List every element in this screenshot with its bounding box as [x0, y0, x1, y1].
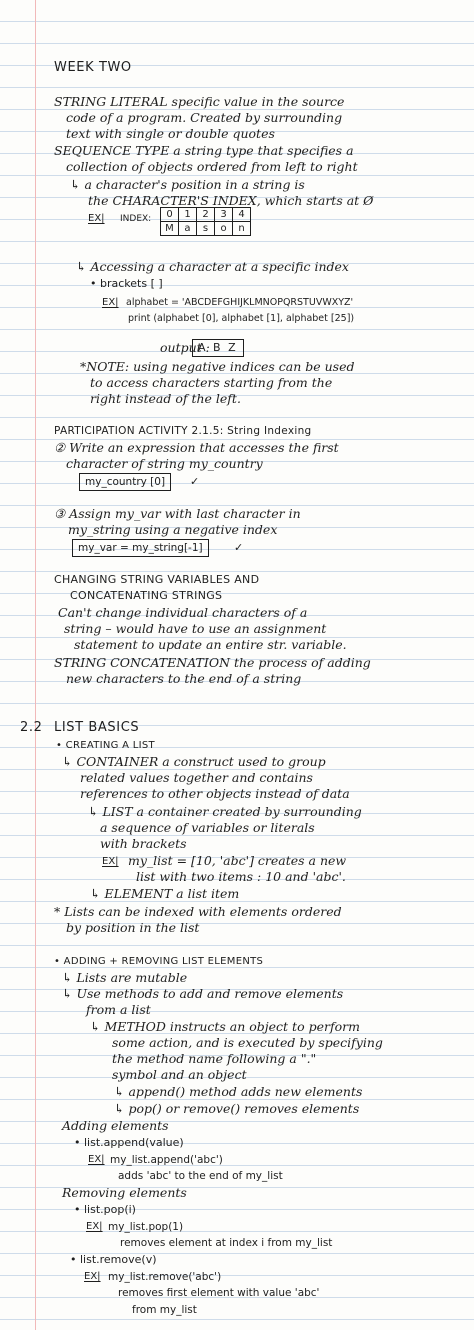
letter-row: [161, 222, 251, 236]
question-3-line-2: my_string using a negative index: [68, 522, 278, 537]
participation-title: PARTICIPATION ACTIVITY 2.1.5: String Indexing: [54, 425, 312, 437]
string-literal-line-3: text with single or double quotes: [66, 126, 275, 141]
answer-2-box: my_country [0]: [79, 473, 171, 491]
append-example-desc: adds 'abc' to the end of my_list: [118, 1170, 283, 1182]
indexed-line-1: * Lists can be indexed with elements ordered: [54, 904, 342, 919]
changing-body-line-2: string – would have to use an assignment: [64, 621, 327, 636]
append-line: ↳ append() method adds new elements: [114, 1084, 363, 1099]
output-label: output :: [160, 340, 210, 355]
pop-example-code: my_list.pop(1): [108, 1221, 184, 1233]
sequence-type-line-2: collection of objects ordered from left to right: [66, 159, 358, 174]
container-line-3: references to other objects instead of data: [80, 786, 350, 801]
sequence-type-line-1: SEQUENCE TYPE a string type that specifies a: [54, 143, 354, 158]
list-append-bullet: • list.append(value): [74, 1136, 184, 1149]
letter-cell: s: [197, 222, 215, 236]
letter-cell: M: [161, 222, 179, 236]
remove-example-code: my_list.remove('abc'): [108, 1271, 222, 1283]
list-def-line-1: ↳ LIST a container created by surrounding: [88, 804, 362, 819]
adding-elements-title: Adding elements: [62, 1118, 169, 1133]
method-def-line-2: some action, and is executed by specifying: [112, 1035, 383, 1050]
element-line: ↳ ELEMENT a list item: [90, 886, 240, 901]
letter-cell: a: [179, 222, 197, 236]
string-literal-line-2: code of a program. Created by surrounding: [66, 110, 343, 125]
note-line-1: *NOTE: using negative indices can be used: [80, 359, 355, 374]
list-example-line-2: list with two items : 10 and 'abc'.: [136, 869, 346, 884]
container-line-1: ↳ CONTAINER a construct used to group: [62, 754, 326, 769]
char-position-line-1: ↳ a character's position in a string is: [70, 177, 305, 192]
indexed-line-2: by position in the list: [66, 920, 200, 935]
list-pop-bullet: • list.pop(i): [74, 1203, 136, 1216]
append-example-code: my_list.append('abc'): [110, 1154, 223, 1166]
index-cell: 2: [197, 208, 215, 222]
note-line-2: to access characters starting from the: [90, 375, 333, 390]
methods-line-2: from a list: [86, 1002, 151, 1017]
question-3-line-1: ③ Assign my_var with last character in: [54, 506, 301, 521]
question-2-line-2: character of string my_country: [66, 456, 263, 471]
index-cell: 3: [215, 208, 233, 222]
index-cell: 1: [179, 208, 197, 222]
index-label: INDEX:: [120, 214, 152, 224]
concat-line-1: STRING CONCATENATION the process of adding: [54, 655, 371, 670]
pop-example-desc: removes element at index i from my_list: [120, 1237, 333, 1249]
remove-example-desc-line-2: from my_list: [132, 1304, 197, 1316]
list-example-line-1: my_list = [10, 'abc'] creates a new: [128, 853, 347, 868]
week-title: WEEK TWO: [54, 60, 132, 75]
remove-example-desc-line-1: removes first element with value 'abc': [118, 1287, 320, 1299]
list-example-label: EX|: [102, 856, 119, 867]
code-line-1: alphabet = 'ABCDEFGHIJKLMNOPQRSTUVWXYZ': [126, 297, 354, 308]
methods-line-1: ↳ Use methods to add and remove elements: [62, 986, 344, 1001]
check-icon: ✓: [190, 475, 200, 488]
changing-title-line-2: CONCATENATING STRINGS: [70, 589, 223, 602]
code-line-2: print (alphabet [0], alphabet [1], alphabet [25]): [128, 313, 355, 324]
list-def-line-2: a sequence of variables or literals: [100, 820, 315, 835]
changing-title-line-1: CHANGING STRING VARIABLES AND: [54, 573, 260, 586]
adding-removing-title: • ADDING + REMOVING LIST ELEMENTS: [54, 956, 264, 967]
string-literal-line-1: STRING LITERAL specific value in the source: [54, 94, 345, 109]
method-def-line-4: symbol and an object: [112, 1067, 247, 1082]
brackets-bullet: • brackets [ ]: [90, 277, 163, 290]
note-line-3: right instead of the left.: [90, 391, 241, 406]
index-row: [161, 208, 251, 222]
char-position-line-2: the CHARACTER'S INDEX, which starts at Ø: [88, 193, 374, 208]
code-example-label: EX|: [102, 297, 119, 308]
pop-line: ↳ pop() or remove() removes elements: [114, 1101, 360, 1116]
question-2-line-1: ② Write an expression that accesses the first: [54, 440, 339, 455]
section-number: 2.2: [20, 720, 43, 735]
answer-3-box: my_var = my_string[-1]: [72, 539, 209, 557]
pop-example-label: EX|: [86, 1221, 103, 1232]
method-def-line-3: the method name following a ".": [112, 1051, 317, 1066]
changing-body-line-1: Can't change individual characters of a: [58, 605, 308, 620]
index-cell: 4: [233, 208, 251, 222]
creating-list-bullet: • CREATING A LIST: [56, 740, 155, 751]
list-remove-bullet: • list.remove(v): [70, 1253, 157, 1266]
list-def-line-3: with brackets: [100, 836, 187, 851]
example-label: EX|: [88, 213, 105, 224]
mutable-line: ↳ Lists are mutable: [62, 970, 188, 985]
method-def-line-1: ↳ METHOD instructs an object to perform: [90, 1019, 360, 1034]
removing-elements-title: Removing elements: [62, 1185, 187, 1200]
letter-cell: o: [215, 222, 233, 236]
section-title: LIST BASICS: [54, 720, 140, 735]
concat-line-2: new characters to the end of a string: [66, 671, 302, 686]
accessing-line: ↳ Accessing a character at a specific index: [76, 259, 349, 274]
index-cell: 0: [161, 208, 179, 222]
changing-body-line-3: statement to update an entire str. variable.: [74, 637, 347, 652]
index-table: [160, 207, 251, 236]
output-value-box: A B Z: [192, 339, 244, 357]
container-line-2: related values together and contains: [80, 770, 313, 785]
remove-example-label: EX|: [84, 1271, 101, 1282]
check-icon: ✓: [234, 541, 244, 554]
letter-cell: n: [233, 222, 251, 236]
append-example-label: EX|: [88, 1154, 105, 1165]
